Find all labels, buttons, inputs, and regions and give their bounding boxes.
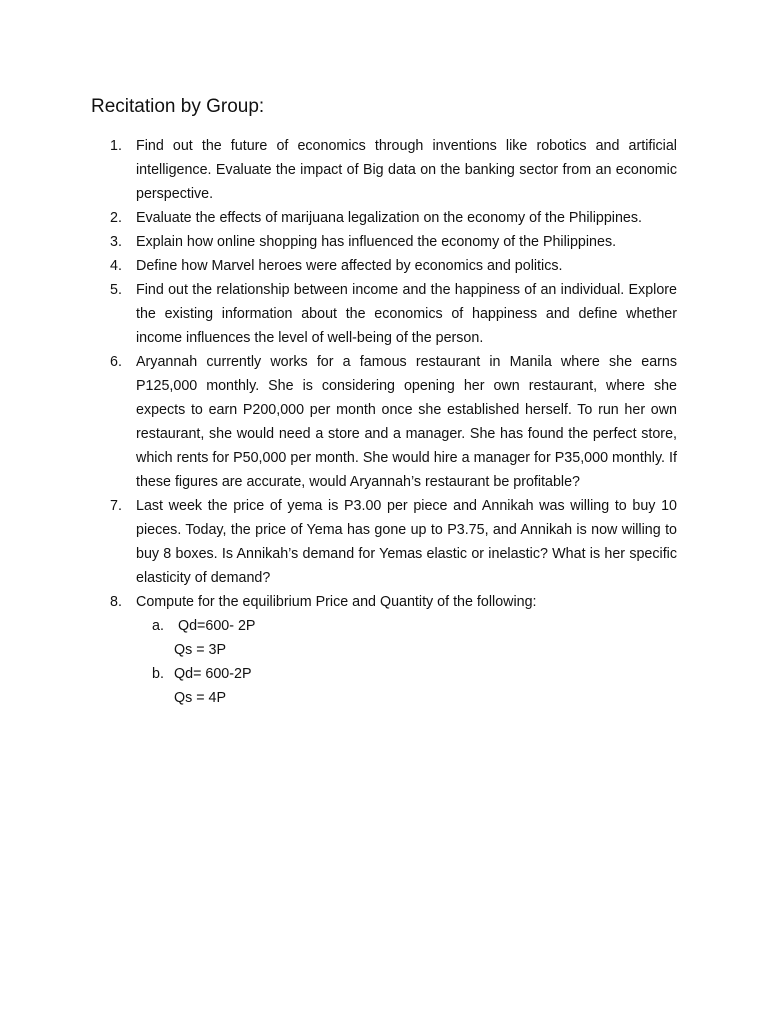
list-item-number: 4. <box>110 258 122 274</box>
sublist-item <box>136 662 677 710</box>
list-item-text: Aryannah currently works for a famous restaurant in Manila where she earns P125,000 monthly. She is considering opening her own restaurant, where she expects to earn P200,000 per month once she established herself. To run her own restaurant, she would need a store and a manager. She has found the perfect store, which rents for P50,000 per month. She would hire a manager for P35,000 monthly. If these figures are accurate, would Aryannah’s restaurant be profitable? <box>136 354 677 490</box>
supply-equation: Qs = 4P <box>174 690 227 706</box>
list-item-text: Define how Marvel heroes were affected by economics and politics. <box>136 258 563 274</box>
list-item <box>110 350 677 494</box>
list-item <box>110 590 677 710</box>
list-item-number: 6. <box>110 354 122 370</box>
list-item <box>110 494 677 590</box>
supply-equation: Qs = 3P <box>174 642 227 658</box>
list-item <box>110 278 677 350</box>
sublist-item <box>136 614 677 662</box>
list-item <box>110 134 677 206</box>
list-item <box>110 254 677 278</box>
list-item-text: Evaluate the effects of marijuana legalization on the economy of the Philippines. <box>136 210 643 226</box>
list-item-number: 3. <box>110 234 122 250</box>
list-item-text: Find out the future of economics through inventions like robotics and artificial intelligence. Evaluate the impact of Big data on the banking sector from an economic perspective. <box>136 138 677 202</box>
demand-equation: Qd=600- 2P <box>174 618 256 634</box>
page-title: Recitation by Group: <box>91 96 265 117</box>
sublist-item-label: a. <box>152 618 164 634</box>
list-item-text: Last week the price of yema is P3.00 per piece and Annikah was willing to buy 10 pieces. Today, the price of Yema has gone up to P3.75, and Annikah is now willing to buy 8 boxes. Is Annikah’s demand for Yemas elastic or inelastic? What is her specific elasticity of demand? <box>136 498 677 586</box>
demand-equation: Qd= 600-2P <box>174 666 252 682</box>
list-item-number: 2. <box>110 210 122 226</box>
list-item-number: 7. <box>110 498 122 514</box>
equation-sublist <box>136 614 677 710</box>
list-item-text: Find out the relationship between income and the happiness of an individual. Explore the existing information about the economics of happiness and define whether income influences the level of well-being of the person. <box>136 282 677 346</box>
list-item-text: Compute for the equilibrium Price and Quantity of the following: <box>136 594 537 610</box>
list-item-number: 5. <box>110 282 122 298</box>
list-item-number: 8. <box>110 594 122 610</box>
question-list <box>110 134 677 710</box>
list-item <box>110 230 677 254</box>
list-item-number: 1. <box>110 138 122 154</box>
sublist-item-label: b. <box>152 666 164 682</box>
list-item <box>110 206 677 230</box>
list-item-text: Explain how online shopping has influenced the economy of the Philippines. <box>136 234 617 250</box>
